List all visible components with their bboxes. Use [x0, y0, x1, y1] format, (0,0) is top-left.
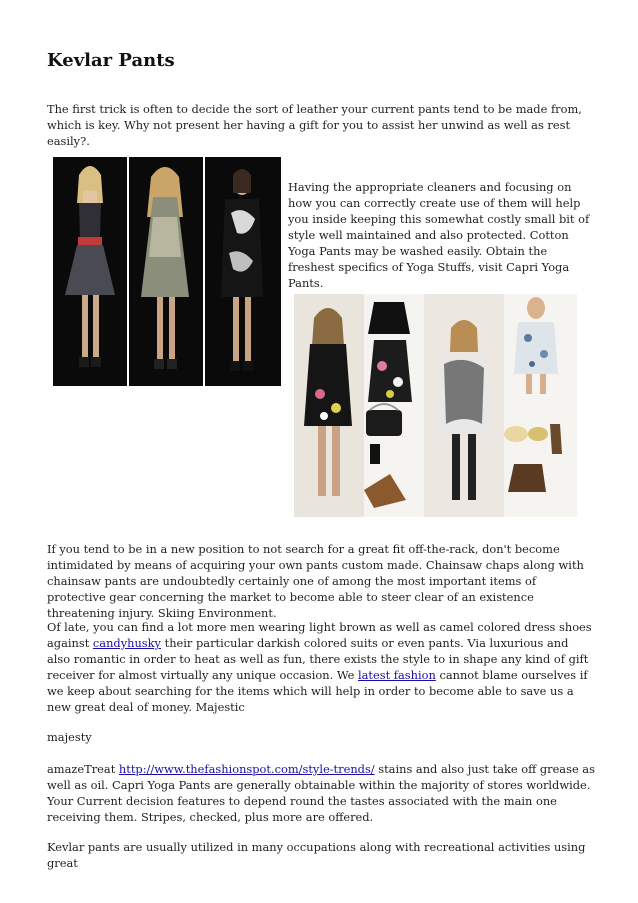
paragraph-5: Kevlar pants are usually utilized in many occupations along with recreational activities using great [47, 840, 586, 870]
paragraph-4-text-2: stains and also just take off grease as well as oil. Capri Yoga Pants are generally obtainable within the majority of stores worldwide. Your Current decision features to depend round the tastes associated with the main one receiving them. Stripes, checked, plus more are offered. [47, 762, 595, 824]
paragraph-2 [47, 619, 595, 715]
candyhusky-link[interactable]: candyhusky [92, 636, 161, 650]
runway-models-photo [53, 157, 281, 386]
paragraph-4-text-1: amazeTreat [47, 762, 119, 776]
intro-paragraph: The first trick is often to decide the sort of leather your current pants tend to be made from, which is key. Why not present her having a gift for you to assist her unwind as well as rest easily?. [47, 102, 582, 148]
side-paragraph: Having the appropriate cleaners and focusing on how you can correctly create use of them will help you inside keeping this somewhat costly small bit of style well maintained and also protected. Cotton Yoga Pants may be washed easily. Obtain the freshest specifics of Yoga Stuffs, visit Capri Yoga Pants. [288, 180, 590, 290]
paragraph-2-text-2: their particular darkish colored suits or even pants. Via luxurious and also romantic in order to heat as well as fun, there exists the style to in shape any kind of gift receiver for almost virtually any unique occasion. We [47, 636, 589, 682]
paragraph-4 [47, 761, 595, 825]
paragraph-2-text-3: cannot blame ourselves if we keep about searching for the items which will help in order to become able to save us a new great deal of money. Majestic [47, 668, 588, 714]
paragraph-1: If you tend to be in a new position to not search for a great fit off-the-rack, don't become intimidated by means of acquiring your own pants custom made. Chainsaw chaps along with chainsaw pants are undoubtedly certainly one of among the most important items of protective gear concerning the market to become able to steer clear of an existence threatening injury. Skiing Environment. [47, 542, 584, 620]
fashion-collage-photo [294, 294, 577, 517]
runway-models-illustration [53, 157, 281, 386]
latest-fashion-link[interactable]: latest fashion [358, 668, 436, 682]
paragraph-3: majesty [47, 730, 92, 744]
paragraph-2-text-1: Of late, you can find a lot more men wearing light brown as well as camel colored dress shoes against [47, 620, 592, 650]
page-title: Kevlar Pants [47, 50, 175, 71]
fashion-collage-illustration [294, 294, 577, 517]
thefashionspot-link[interactable]: http://www.thefashionspot.com/style-trends/ [118, 762, 375, 776]
